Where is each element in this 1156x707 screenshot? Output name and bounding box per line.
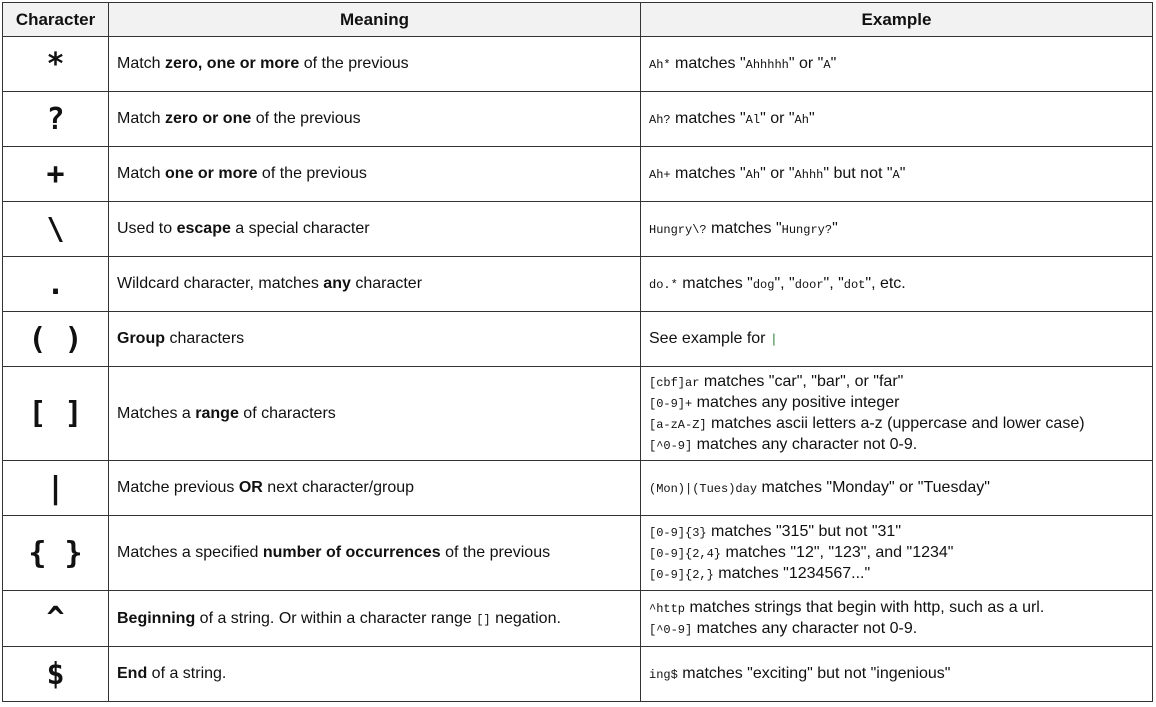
character-cell: \ xyxy=(3,202,109,257)
example-line xyxy=(649,664,1144,685)
text-segment: Used to xyxy=(117,220,177,237)
text-segment: of characters xyxy=(238,404,336,422)
table-row xyxy=(3,202,1153,257)
text-segment: matches "car", "bar", or "far" xyxy=(699,372,904,390)
meaning-cell xyxy=(109,92,641,147)
text-segment: ", " xyxy=(823,274,844,292)
example-line xyxy=(649,393,1144,414)
text-segment: " xyxy=(808,109,815,127)
text-segment: matches "exciting" but not "ingenious" xyxy=(677,664,951,682)
text-segment: " or " xyxy=(760,164,795,182)
text-segment: matches " xyxy=(670,109,746,127)
header-row xyxy=(3,3,1153,37)
example-cell xyxy=(641,591,1153,647)
text-segment: Matche previous xyxy=(117,479,239,496)
code-snippet: A xyxy=(823,57,831,72)
bold-term: End xyxy=(117,665,148,682)
text-segment: matches "1234567..." xyxy=(713,564,871,582)
code-snippet: Ahhh xyxy=(794,167,824,182)
text-segment: negation. xyxy=(490,609,561,627)
text-segment: " xyxy=(830,54,837,72)
character-cell: ^ xyxy=(3,591,109,647)
example-line xyxy=(649,329,1144,349)
table-row xyxy=(3,516,1153,591)
table-row xyxy=(3,647,1153,702)
text-segment: of the previous xyxy=(299,55,409,72)
code-snippet: ^http xyxy=(649,601,686,616)
code-snippet: Hungry\? xyxy=(649,222,707,237)
text-segment: matches strings that begin with http, such as a url. xyxy=(685,598,1045,616)
example-line xyxy=(649,54,1144,75)
code-snippet: Ah xyxy=(794,112,809,127)
text-segment: character xyxy=(350,275,423,292)
example-line xyxy=(649,219,1144,240)
code-snippet: [0-9]{2,} xyxy=(649,567,714,582)
example-line xyxy=(649,372,1144,393)
character-cell: + xyxy=(3,147,109,202)
code-snippet: dog xyxy=(752,277,775,292)
character-cell: { } xyxy=(3,516,109,591)
code-snippet: Ahhhhh xyxy=(745,57,789,72)
meaning-cell xyxy=(109,367,641,461)
text-segment: of the previous xyxy=(251,110,361,127)
text-segment: characters xyxy=(165,330,245,347)
example-cell xyxy=(641,37,1153,92)
example-cell xyxy=(641,647,1153,702)
meaning-cell xyxy=(109,312,641,367)
meaning-cell xyxy=(109,202,641,257)
meaning-cell xyxy=(109,37,641,92)
text-segment: matches any character not 0-9. xyxy=(692,619,918,637)
text-segment: of a string. xyxy=(147,665,227,682)
code-snippet: ing$ xyxy=(649,667,678,682)
code-snippet: Ah? xyxy=(649,112,671,127)
header-example: Example xyxy=(641,3,1153,37)
example-line xyxy=(649,619,1144,640)
code-snippet: Ah* xyxy=(649,57,671,72)
meaning-cell xyxy=(109,147,641,202)
code-snippet: [0-9]+ xyxy=(649,396,693,411)
meaning-cell xyxy=(109,591,641,647)
example-line xyxy=(649,543,1144,564)
table-row xyxy=(3,147,1153,202)
example-cell xyxy=(641,257,1153,312)
text-segment: matches ascii letters a-z (uppercase and lower case) xyxy=(706,414,1085,432)
text-segment: Match xyxy=(117,110,166,127)
character-cell: [ ] xyxy=(3,367,109,461)
text-segment: ", " xyxy=(774,274,795,292)
example-cell xyxy=(641,92,1153,147)
example-cell xyxy=(641,202,1153,257)
text-segment: " or " xyxy=(788,54,824,72)
meaning-cell xyxy=(109,516,641,591)
text-segment: " but not " xyxy=(823,164,893,182)
code-snippet: [^0-9] xyxy=(649,622,693,637)
text-segment: matches " xyxy=(670,54,746,72)
text-segment: matches "315" but not "31" xyxy=(706,522,901,540)
meaning-cell xyxy=(109,461,641,516)
text-segment: matches "12", "123", and "1234" xyxy=(721,543,954,561)
text-segment: Wildcard character, matches xyxy=(117,275,324,292)
bold-term: one or more xyxy=(165,165,258,182)
example-cell xyxy=(641,367,1153,461)
code-snippet: [^0-9] xyxy=(649,438,693,453)
character-cell: | xyxy=(3,461,109,516)
meaning-cell xyxy=(109,647,641,702)
table-row xyxy=(3,37,1153,92)
code-snippet: [] xyxy=(476,612,491,627)
bold-term: Beginning xyxy=(117,609,196,627)
bold-term: any xyxy=(323,275,351,292)
text-segment: " or " xyxy=(760,109,795,127)
text-segment: of a string. Or within a character range xyxy=(195,609,477,627)
code-snippet: Hungry? xyxy=(781,222,833,237)
code-snippet: [0-9]{3} xyxy=(649,525,707,540)
table-row xyxy=(3,92,1153,147)
text-segment: of the previous xyxy=(257,165,367,182)
table-row xyxy=(3,461,1153,516)
bold-term: range xyxy=(195,404,239,422)
code-snippet: [cbf]ar xyxy=(649,375,700,390)
text-segment: next character/group xyxy=(262,479,415,496)
character-cell: $ xyxy=(3,647,109,702)
character-cell: . xyxy=(3,257,109,312)
table-body xyxy=(3,37,1153,702)
bold-term: Group xyxy=(117,330,165,347)
regex-reference-table xyxy=(2,2,1153,702)
text-segment: matches " xyxy=(706,219,782,237)
text-segment: Match xyxy=(117,165,166,182)
example-cell xyxy=(641,461,1153,516)
bold-term: zero, one or more xyxy=(165,55,300,72)
text-segment: See example for xyxy=(649,330,770,347)
character-cell: * xyxy=(3,37,109,92)
table-row xyxy=(3,367,1153,461)
example-cell xyxy=(641,516,1153,591)
table-row xyxy=(3,257,1153,312)
example-line xyxy=(649,414,1144,435)
text-segment: matches any positive integer xyxy=(692,393,900,411)
text-segment: Matches a xyxy=(117,404,196,422)
example-cell xyxy=(641,147,1153,202)
bold-term: number of occurrences xyxy=(262,544,441,561)
code-snippet: [0-9]{2,4} xyxy=(649,546,722,561)
bold-term: escape xyxy=(176,220,231,237)
code-snippet: do.* xyxy=(649,277,678,292)
text-segment: matches "Monday" or "Tuesday" xyxy=(757,478,990,496)
example-line xyxy=(649,564,1144,585)
code-snippet: Ah+ xyxy=(649,167,671,182)
table-row xyxy=(3,312,1153,367)
example-cell xyxy=(641,312,1153,367)
example-line xyxy=(649,274,1144,295)
meaning-cell xyxy=(109,257,641,312)
example-line xyxy=(649,109,1144,130)
text-segment: ", etc. xyxy=(865,274,906,292)
example-line xyxy=(649,598,1144,619)
code-snippet: Ah xyxy=(745,167,761,182)
text-segment: Match xyxy=(117,55,166,72)
example-line xyxy=(649,522,1144,543)
text-segment: matches any character not 0-9. xyxy=(692,435,918,453)
bold-term: OR xyxy=(238,479,263,496)
example-line xyxy=(649,478,1144,499)
text-segment: " xyxy=(832,219,838,237)
code-snippet: dot xyxy=(843,277,866,292)
text-segment: " xyxy=(899,164,906,182)
bold-term: zero or one xyxy=(165,110,252,127)
code-snippet: [a-zA-Z] xyxy=(649,417,707,432)
character-cell: ( ) xyxy=(3,312,109,367)
character-cell: ? xyxy=(3,92,109,147)
text-segment: of the previous xyxy=(440,544,551,561)
example-line xyxy=(649,164,1144,185)
text-segment: matches " xyxy=(670,164,746,182)
text-segment: Matches a specified xyxy=(117,544,263,561)
pipe-reference: | xyxy=(769,332,778,347)
code-snippet: Al xyxy=(745,112,761,127)
code-snippet: A xyxy=(892,167,900,182)
header-character: Character xyxy=(3,3,109,37)
text-segment: a special character xyxy=(230,220,370,237)
table-row xyxy=(3,591,1153,647)
code-snippet: door xyxy=(794,277,824,292)
example-line xyxy=(649,435,1144,456)
header-meaning: Meaning xyxy=(109,3,641,37)
text-segment: matches " xyxy=(677,274,753,292)
code-snippet: (Mon)|(Tues)day xyxy=(649,481,758,496)
